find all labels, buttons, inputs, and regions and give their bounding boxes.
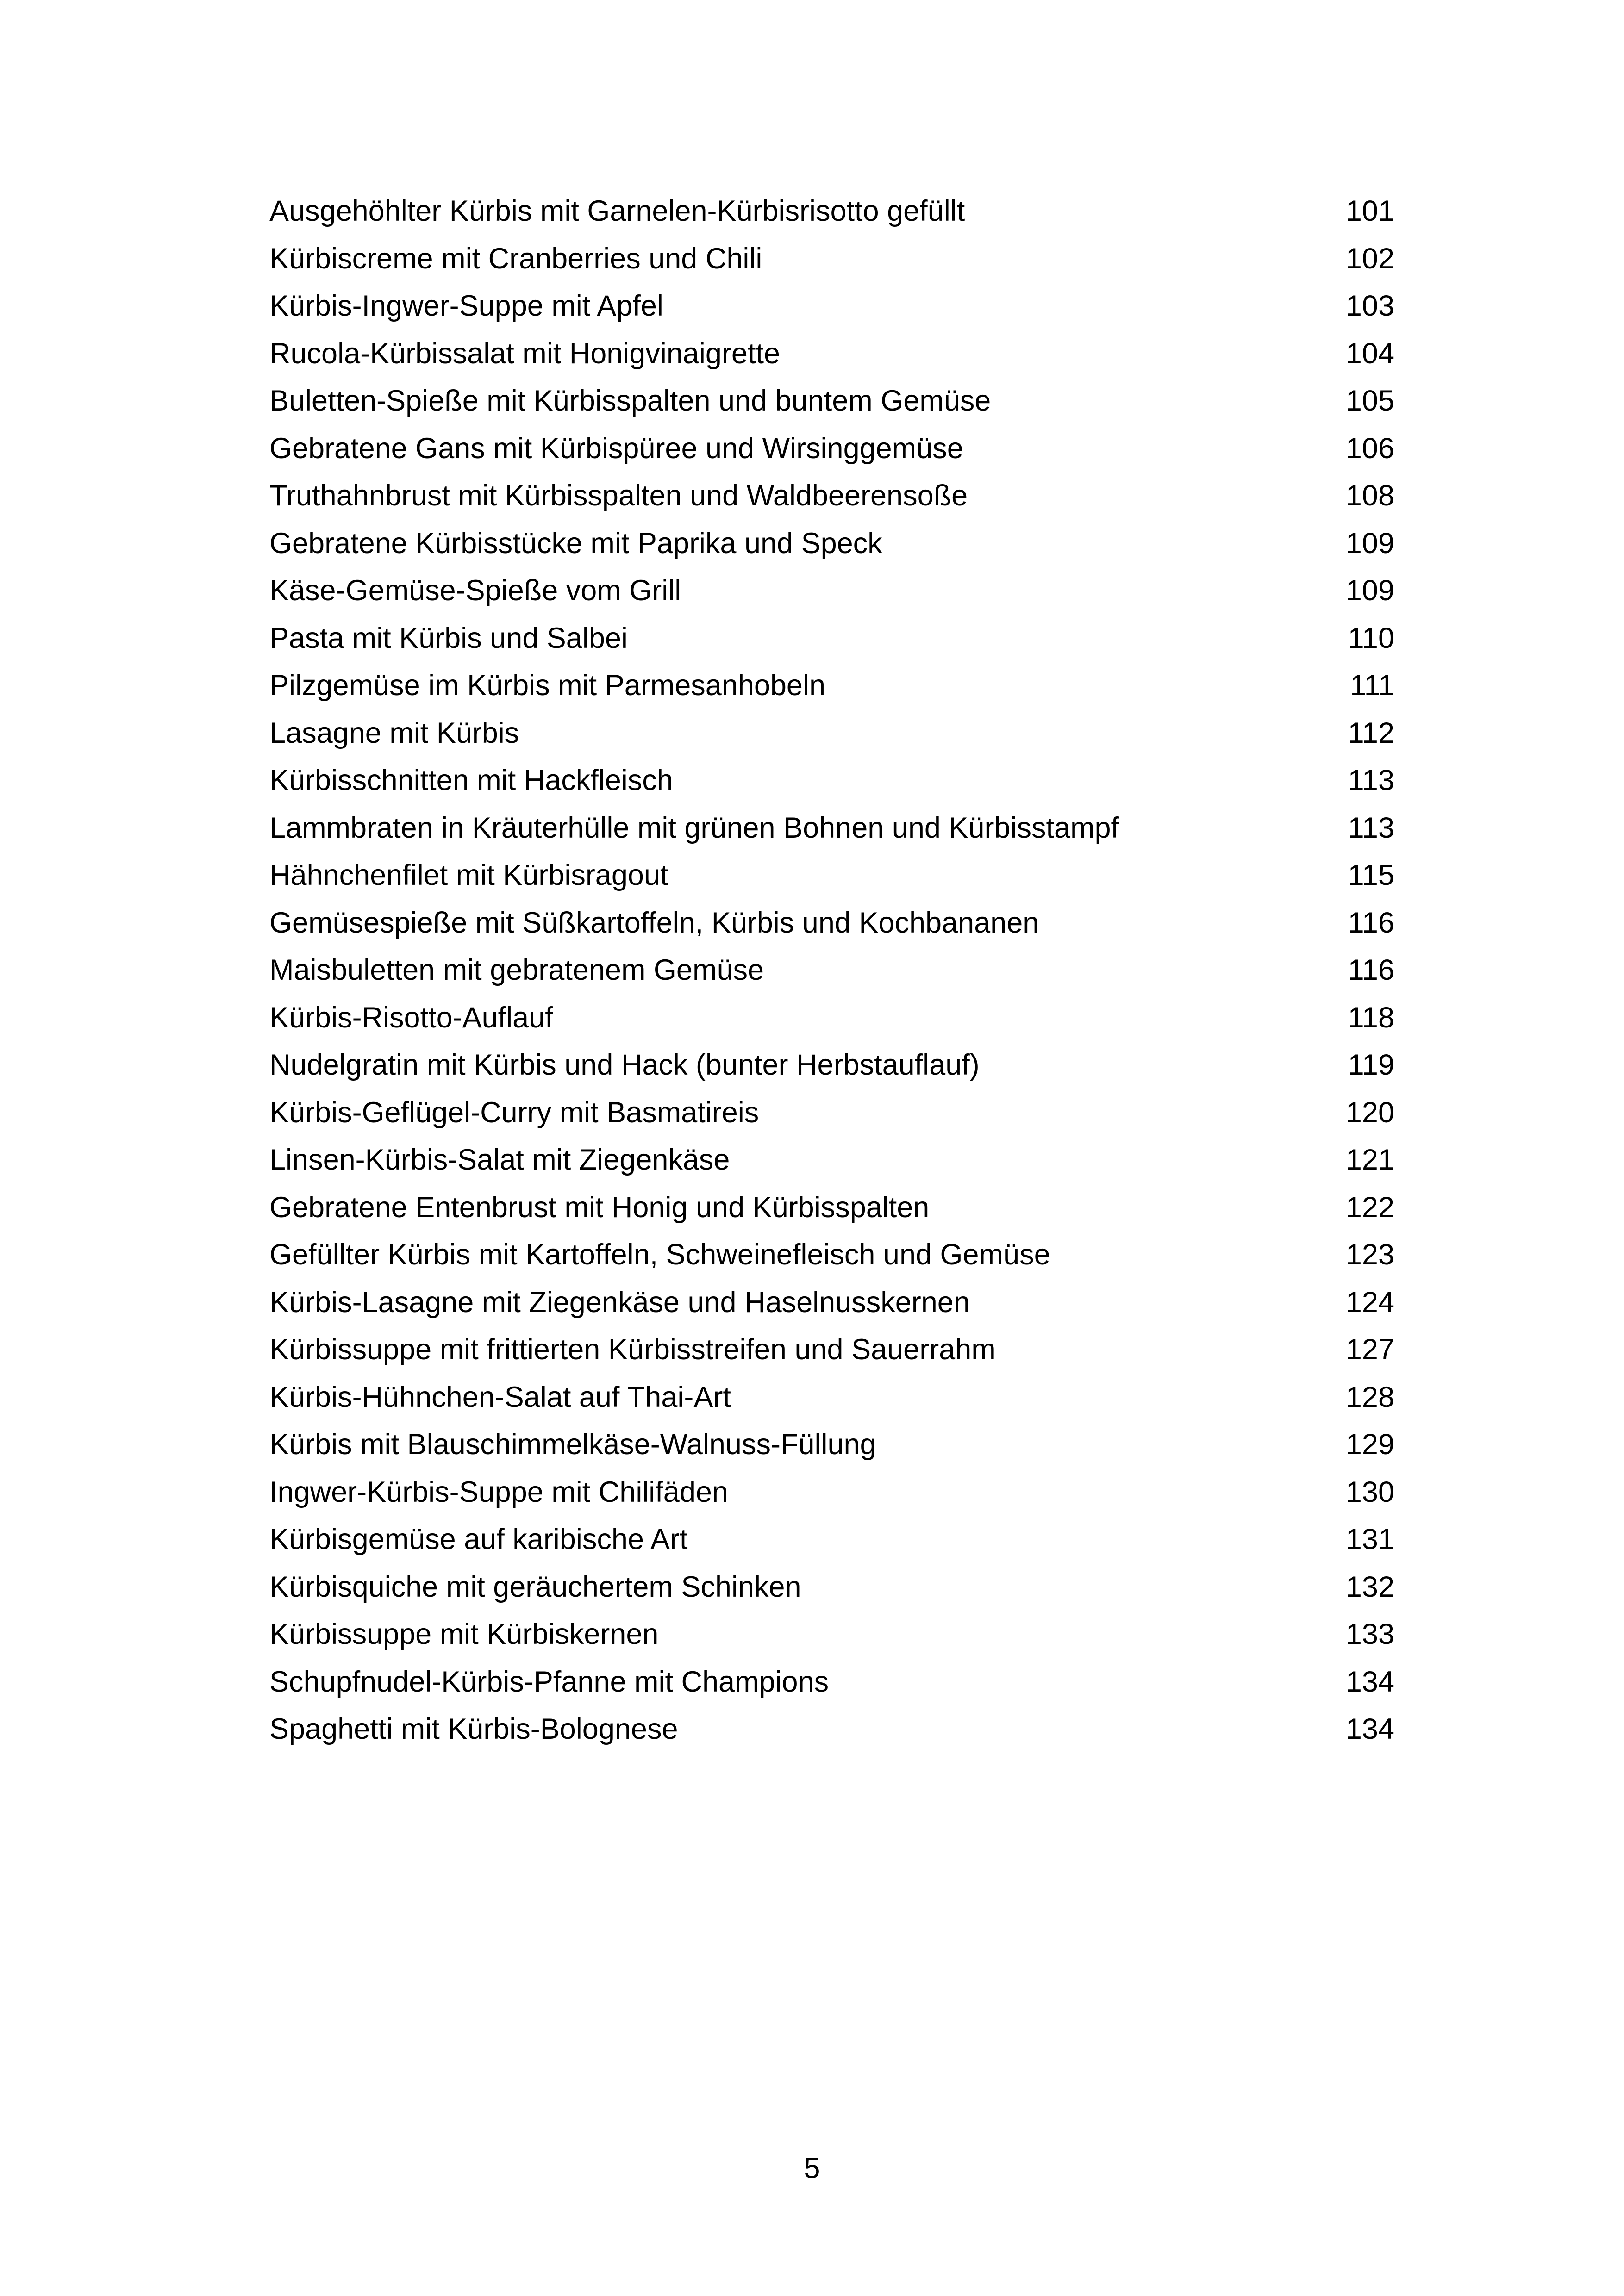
page-number: 5 xyxy=(804,2152,820,2184)
toc-entry-title: Linsen-Kürbis-Salat mit Ziegenkäse xyxy=(269,1144,730,1176)
toc-entry-page: 116 xyxy=(1348,906,1394,939)
toc-entry-title: Maisbuletten mit gebratenem Gemüse xyxy=(269,954,764,986)
toc-entry-page: 131 xyxy=(1345,1523,1394,1556)
toc-entry-title: Schupfnudel-Kürbis-Pfanne mit Champions xyxy=(269,1665,829,1698)
toc-entry-page: 128 xyxy=(1345,1381,1394,1413)
toc-entry-page: 121 xyxy=(1345,1144,1394,1176)
toc-entry-title: Gemüsespieße mit Süßkartoffeln, Kürbis und Kochbananen xyxy=(269,906,1039,939)
toc-entry-title: Spaghetti mit Kürbis-Bolognese xyxy=(269,1713,678,1745)
toc-entry xyxy=(269,1136,1394,1184)
toc-entry xyxy=(269,1184,1394,1232)
toc-entry xyxy=(269,567,1394,615)
toc-entry-page: 130 xyxy=(1345,1475,1394,1508)
toc-entry-title: Pasta mit Kürbis und Salbei xyxy=(269,622,628,654)
toc-entry-title: Lasagne mit Kürbis xyxy=(269,716,519,749)
toc-entry-title: Buletten-Spieße mit Kürbisspalten und buntem Gemüse xyxy=(269,385,991,417)
toc-entry-title: Kürbissuppe mit frittierten Kürbisstreifen und Sauerrahm xyxy=(269,1333,996,1366)
toc-entry xyxy=(269,235,1394,283)
toc-entry-title: Kürbis-Risotto-Auflauf xyxy=(269,1001,553,1034)
toc-entry-title: Ingwer-Kürbis-Suppe mit Chilifäden xyxy=(269,1475,728,1508)
toc-entry-page: 134 xyxy=(1345,1665,1394,1698)
toc-entry-page: 127 xyxy=(1345,1333,1394,1366)
table-of-contents xyxy=(269,187,1394,1753)
toc-entry-page: 103 xyxy=(1345,290,1394,322)
toc-entry-page: 123 xyxy=(1345,1238,1394,1271)
toc-entry xyxy=(269,472,1394,520)
toc-entry xyxy=(269,377,1394,425)
toc-entry xyxy=(269,1374,1394,1421)
toc-entry xyxy=(269,899,1394,947)
toc-entry xyxy=(269,1563,1394,1611)
toc-entry-page: 101 xyxy=(1345,195,1394,227)
toc-entry-title: Rucola-Kürbissalat mit Honigvinaigrette xyxy=(269,337,780,370)
toc-entry-title: Kürbiscreme mit Cranberries und Chili xyxy=(269,242,762,275)
toc-entry-page: 104 xyxy=(1345,337,1394,370)
toc-entry-page: 122 xyxy=(1345,1191,1394,1224)
toc-entry xyxy=(269,709,1394,757)
toc-entry-page: 113 xyxy=(1348,811,1394,844)
toc-entry-title: Kürbis-Hühnchen-Salat auf Thai-Art xyxy=(269,1381,731,1413)
toc-entry xyxy=(269,1041,1394,1089)
toc-entry xyxy=(269,1231,1394,1279)
toc-entry-page: 120 xyxy=(1345,1096,1394,1129)
toc-entry-title: Kürbis-Ingwer-Suppe mit Apfel xyxy=(269,290,663,322)
toc-entry-title: Gebratene Gans mit Kürbispüree und Wirsinggemüse xyxy=(269,432,963,465)
toc-entry-title: Kürbis mit Blauschimmelkäse-Walnuss-Füllung xyxy=(269,1428,876,1461)
toc-entry xyxy=(269,1611,1394,1658)
toc-entry xyxy=(269,1468,1394,1516)
toc-entry xyxy=(269,662,1394,709)
toc-entry-page: 110 xyxy=(1348,622,1394,654)
toc-entry-page: 134 xyxy=(1345,1713,1394,1745)
toc-entry xyxy=(269,1421,1394,1468)
toc-entry-title: Kürbis-Lasagne mit Ziegenkäse und Haselnusskernen xyxy=(269,1286,970,1319)
toc-entry-page: 105 xyxy=(1345,385,1394,417)
toc-entry-title: Ausgehöhlter Kürbis mit Garnelen-Kürbisrisotto gefüllt xyxy=(269,195,965,227)
toc-entry-title: Lammbraten in Kräuterhülle mit grünen Bohnen und Kürbisstampf xyxy=(269,811,1119,844)
toc-entry-title: Nudelgratin mit Kürbis und Hack (bunter Herbstauflauf) xyxy=(269,1049,980,1081)
toc-entry-title: Gebratene Entenbrust mit Honig und Kürbisspalten xyxy=(269,1191,930,1224)
toc-entry-page: 129 xyxy=(1345,1428,1394,1461)
toc-entry xyxy=(269,615,1394,662)
toc-entry xyxy=(269,1705,1394,1753)
toc-entry-title: Pilzgemüse im Kürbis mit Parmesanhobeln xyxy=(269,669,825,702)
toc-entry-title: Gebratene Kürbisstücke mit Paprika und Speck xyxy=(269,527,882,560)
toc-entry xyxy=(269,330,1394,378)
toc-entry-page: 124 xyxy=(1345,1286,1394,1319)
toc-entry-title: Kürbisgemüse auf karibische Art xyxy=(269,1523,688,1556)
toc-entry-page: 119 xyxy=(1348,1049,1394,1081)
toc-entry-page: 115 xyxy=(1348,859,1394,891)
toc-entry-page: 113 xyxy=(1348,764,1394,796)
toc-entry xyxy=(269,946,1394,994)
toc-entry-title: Kürbisschnitten mit Hackfleisch xyxy=(269,764,673,796)
toc-entry-title: Truthahnbrust mit Kürbisspalten und Waldbeerensoße xyxy=(269,479,968,512)
toc-entry xyxy=(269,1089,1394,1137)
toc-entry xyxy=(269,1658,1394,1706)
toc-entry-page: 116 xyxy=(1348,954,1394,986)
toc-entry-title: Kürbisquiche mit geräuchertem Schinken xyxy=(269,1570,801,1603)
toc-entry xyxy=(269,520,1394,567)
toc-entry-title: Käse-Gemüse-Spieße vom Grill xyxy=(269,574,681,607)
toc-entry xyxy=(269,282,1394,330)
toc-entry-title: Kürbissuppe mit Kürbiskernen xyxy=(269,1618,659,1650)
toc-entry xyxy=(269,852,1394,899)
toc-entry xyxy=(269,1279,1394,1326)
toc-entry-title: Kürbis-Geflügel-Curry mit Basmatireis xyxy=(269,1096,759,1129)
toc-entry xyxy=(269,187,1394,235)
toc-entry-page: 111 xyxy=(1350,669,1394,702)
toc-entry xyxy=(269,804,1394,852)
toc-entry xyxy=(269,757,1394,804)
toc-entry-title: Hähnchenfilet mit Kürbisragout xyxy=(269,859,668,891)
toc-entry-page: 102 xyxy=(1345,242,1394,275)
toc-entry-page: 108 xyxy=(1345,479,1394,512)
toc-entry-page: 106 xyxy=(1345,432,1394,465)
toc-entry xyxy=(269,994,1394,1042)
toc-entry xyxy=(269,425,1394,473)
toc-entry xyxy=(269,1516,1394,1563)
toc-entry xyxy=(269,1326,1394,1374)
toc-entry-page: 109 xyxy=(1345,574,1394,607)
toc-entry-title: Gefüllter Kürbis mit Kartoffeln, Schweinefleisch und Gemüse xyxy=(269,1238,1050,1271)
toc-entry-page: 109 xyxy=(1345,527,1394,560)
toc-entry-page: 118 xyxy=(1348,1001,1394,1034)
toc-entry-page: 112 xyxy=(1348,716,1394,749)
toc-entry-page: 132 xyxy=(1345,1570,1394,1603)
toc-entry-page: 133 xyxy=(1345,1618,1394,1650)
